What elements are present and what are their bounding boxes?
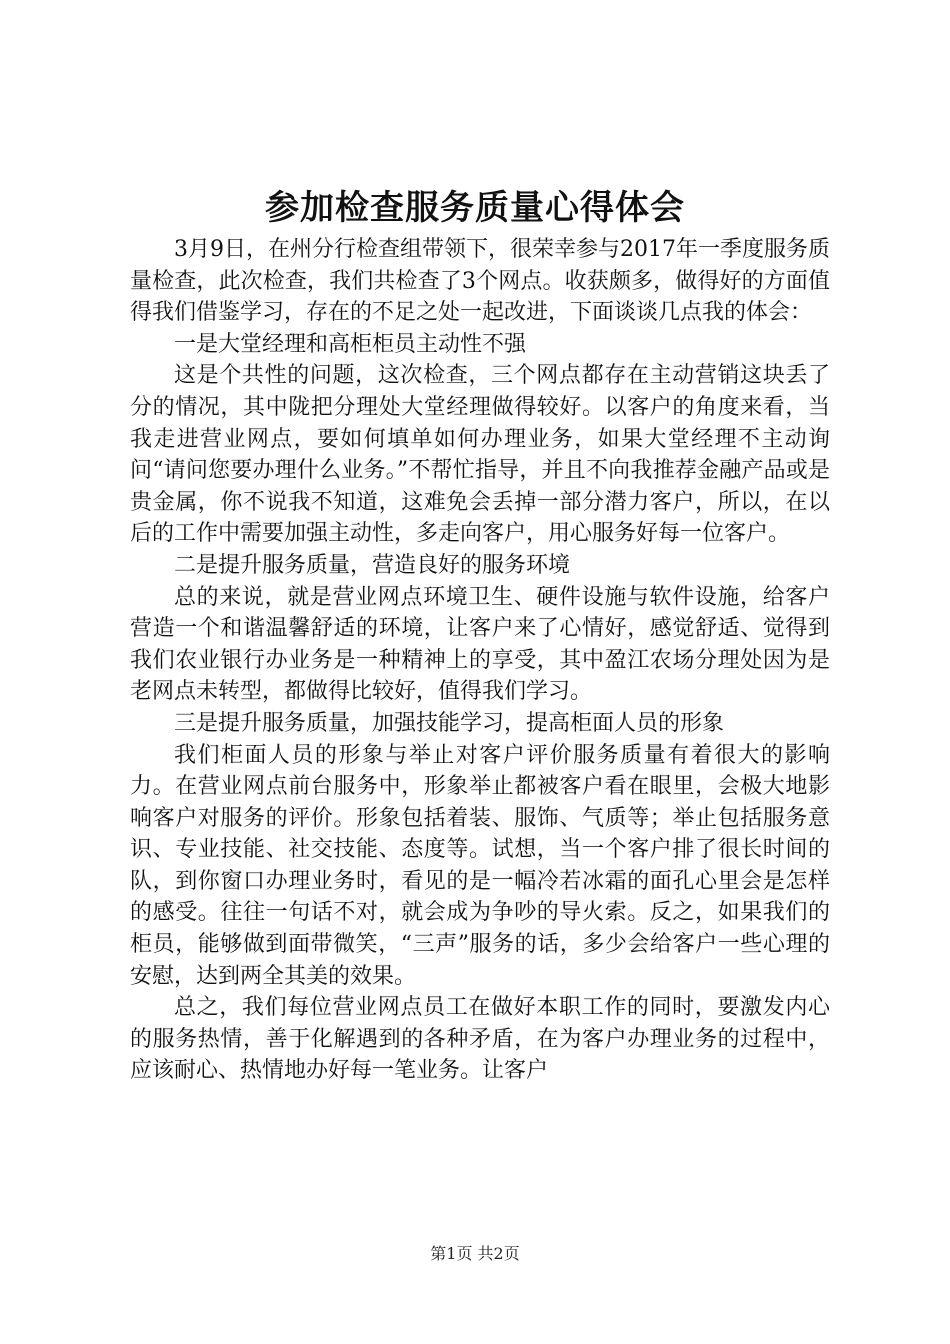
section-heading-3: 三是提升服务质量，加强技能学习，提高柜面人员的形象 [174, 710, 725, 736]
paragraph-section-3: 我们柜面人员的形象与举止对客户评价服务质量有着很大的影响力。在营业网点前台服务中，形象举止都被客户看在眼里，会极大地影响客户对服务的评价。形象包括着装、服饰、气质等；举止包括服务意识、专业技能、社交技能、态度等。试想，当一个客户排了很长时间的队，到你窗口办理业务时，看见的是一幅冷若冰霜的面孔心里会是怎样的感受。往往一句话不对，就会成为争吵的导火索。反之，如果我们的柜员，能够做到面带微笑，“三声”服务的话，多少会给客户一些心理的安慰，达到两全其美的效果。 [130, 742, 830, 989]
document-body [130, 234, 830, 1087]
section-heading-1: 一是大堂经理和高柜柜员主动性不强 [174, 331, 527, 357]
document-title: 参加检查服务质量心得体会 [265, 188, 685, 228]
paragraph-intro: 3月9日，在州分行检查组带领下，很荣幸参与2017年一季度服务质量检查，此次检查，我们共检查了3个网点。收获颇多，做得好的方面值得我们借鉴学习，存在的不足之处一起改进，下面谈谈几点我的体会： [130, 237, 830, 326]
paragraph-conclusion: 总之，我们每位营业网点员工在做好本职工作的同时，要激发内心的服务热情，善于化解遇到的各种矛盾，在为客户办理业务的过程中，应该耐心、热情地办好每一笔业务。让客户 [130, 995, 830, 1084]
section-heading-2: 二是提升服务质量，营造良好的服务环境 [174, 552, 571, 578]
paragraph-section-2: 总的来说，就是营业网点环境卫生、硬件设施与软件设施，给客户营造一个和谐温馨舒适的环境，让客户来了心情好，感觉舒适、觉得到我们农业银行办业务是一种精神上的享受，其中盈江农场分理处因为是老网点未转型，都做得比较好，值得我们学习。 [130, 584, 830, 705]
page-number-footer: 第1页 共2页 [430, 1244, 520, 1263]
paragraph-section-1: 这是个共性的问题，这次检查，三个网点都存在主动营销这块丢了分的情况，其中陇把分理处大堂经理做得较好。以客户的角度来看，当我走进营业网点，要如何填单如何办理业务，如果大堂经理不主动询问“请问您要办理什么业务。”不帮忙指导，并且不向我推荐金融产品或是贵金属，你不说我不知道，这难免会丢掉一部分潜力客户，所以，在以后的工作中需要加强主动性，多走向客户，用心服务好每一位客户。 [130, 363, 830, 547]
